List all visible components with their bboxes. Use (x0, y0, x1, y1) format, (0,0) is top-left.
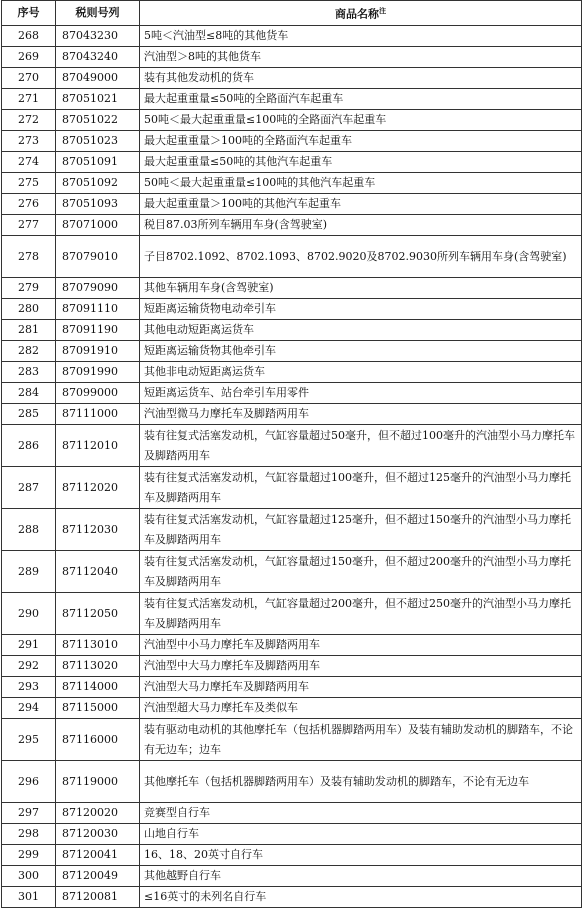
row-code-cell: 87051021 (56, 89, 140, 110)
row-name-cell: 汽油型＞8吨的其他货车 (140, 47, 582, 68)
row-seq-cell: 282 (2, 341, 56, 362)
row-seq-cell: 296 (2, 761, 56, 803)
table-row (2, 320, 582, 341)
row-code-cell: 87111000 (56, 404, 140, 425)
row-code-cell: 87120020 (56, 803, 140, 824)
row-seq-cell: 277 (2, 215, 56, 236)
row-name-cell: 税目87.03所列车辆用车身(含驾驶室) (140, 215, 582, 236)
row-seq-cell: 287 (2, 467, 56, 509)
row-code-cell: 87099000 (56, 383, 140, 404)
table-row (2, 299, 582, 320)
table-row (2, 866, 582, 887)
row-seq-cell: 285 (2, 404, 56, 425)
row-name-cell: 装有往复式活塞发动机，气缸容量超过125毫升，但不超过150毫升的汽油型小马力摩托车及脚踏两用车 (140, 509, 582, 551)
row-seq-cell: 269 (2, 47, 56, 68)
row-name-cell: 其他越野自行车 (140, 866, 582, 887)
row-name-cell: 汽油型中小马力摩托车及脚踏两用车 (140, 635, 582, 656)
row-seq-cell: 273 (2, 131, 56, 152)
row-seq-cell: 278 (2, 236, 56, 278)
table-row (2, 152, 582, 173)
row-seq-cell: 268 (2, 26, 56, 47)
table-row (2, 194, 582, 215)
row-name-cell: 汽油型中大马力摩托车及脚踏两用车 (140, 656, 582, 677)
row-code-cell: 87051023 (56, 131, 140, 152)
row-name-cell: 其他非电动短距离运货车 (140, 362, 582, 383)
row-name-cell: 其他电动短距离运货车 (140, 320, 582, 341)
row-seq-cell: 295 (2, 719, 56, 761)
row-code-cell: 87091990 (56, 362, 140, 383)
row-code-cell: 87051092 (56, 173, 140, 194)
row-code-cell: 87120081 (56, 887, 140, 908)
table-row (2, 845, 582, 866)
row-seq-cell: 297 (2, 803, 56, 824)
header-name-label: 商品名称 (335, 7, 379, 21)
row-seq-cell: 292 (2, 656, 56, 677)
row-name-cell: 装有往复式活塞发动机，气缸容量超过200毫升，但不超过250毫升的汽油型小马力摩托车及脚踏两用车 (140, 593, 582, 635)
table-row (2, 509, 582, 551)
row-code-cell: 87091910 (56, 341, 140, 362)
row-seq-cell: 270 (2, 68, 56, 89)
table-row (2, 719, 582, 761)
row-seq-cell: 283 (2, 362, 56, 383)
row-seq-cell: 284 (2, 383, 56, 404)
row-seq-cell: 271 (2, 89, 56, 110)
row-code-cell: 87113010 (56, 635, 140, 656)
row-code-cell: 87116000 (56, 719, 140, 761)
row-code-cell: 87043240 (56, 47, 140, 68)
table-row (2, 278, 582, 299)
table-row (2, 803, 582, 824)
row-name-cell: 装有其他发动机的货车 (140, 68, 582, 89)
row-name-cell: 竞赛型自行车 (140, 803, 582, 824)
row-code-cell: 87113020 (56, 656, 140, 677)
row-code-cell: 87079010 (56, 236, 140, 278)
row-code-cell: 87112020 (56, 467, 140, 509)
table-row (2, 635, 582, 656)
row-code-cell: 87120049 (56, 866, 140, 887)
row-code-cell: 87051091 (56, 152, 140, 173)
row-name-cell: 短距离运输货物电动牵引车 (140, 299, 582, 320)
table-row (2, 215, 582, 236)
row-code-cell: 87112030 (56, 509, 140, 551)
row-seq-cell: 279 (2, 278, 56, 299)
row-code-cell: 87079090 (56, 278, 140, 299)
row-name-cell: 汽油型大马力摩托车及脚踏两用车 (140, 677, 582, 698)
row-code-cell: 87120030 (56, 824, 140, 845)
row-code-cell: 87112050 (56, 593, 140, 635)
row-seq-cell: 294 (2, 698, 56, 719)
table-row (2, 677, 582, 698)
row-seq-cell: 276 (2, 194, 56, 215)
table-row (2, 761, 582, 803)
table-body (2, 26, 582, 908)
table-row (2, 341, 582, 362)
row-code-cell: 87051022 (56, 110, 140, 131)
row-name-cell: 50吨＜最大起重重量≤100吨的其他汽车起重车 (140, 173, 582, 194)
row-seq-cell: 280 (2, 299, 56, 320)
table-row (2, 383, 582, 404)
row-code-cell: 87112040 (56, 551, 140, 593)
row-name-cell: 装有驱动电动机的其他摩托车（包括机器脚踏两用车）及装有辅助发动机的脚踏车，不论有无边车；边车 (140, 719, 582, 761)
table-row (2, 656, 582, 677)
row-code-cell: 87120041 (56, 845, 140, 866)
row-seq-cell: 281 (2, 320, 56, 341)
row-seq-cell: 299 (2, 845, 56, 866)
row-name-cell: 50吨＜最大起重重量≤100吨的全路面汽车起重车 (140, 110, 582, 131)
row-seq-cell: 286 (2, 425, 56, 467)
table-row (2, 47, 582, 68)
row-seq-cell: 300 (2, 866, 56, 887)
row-code-cell: 87091110 (56, 299, 140, 320)
row-seq-cell: 288 (2, 509, 56, 551)
table-row (2, 593, 582, 635)
row-name-cell: 5吨＜汽油型≤8吨的其他货车 (140, 26, 582, 47)
row-name-cell: 最大起重重量≤50吨的其他汽车起重车 (140, 152, 582, 173)
row-name-cell: 装有往复式活塞发动机，气缸容量超过100毫升，但不超过125毫升的汽油型小马力摩托车及脚踏两用车 (140, 467, 582, 509)
table-header-row (2, 1, 582, 26)
row-seq-cell: 298 (2, 824, 56, 845)
row-code-cell: 87112010 (56, 425, 140, 467)
row-seq-cell: 275 (2, 173, 56, 194)
table-row (2, 131, 582, 152)
row-name-cell: 汽油型微马力摩托车及脚踏两用车 (140, 404, 582, 425)
table-row (2, 887, 582, 908)
row-name-cell: 最大起重重量≤50吨的全路面汽车起重车 (140, 89, 582, 110)
row-name-cell: 山地自行车 (140, 824, 582, 845)
header-note-mark: 注 (379, 7, 386, 16)
table-row (2, 173, 582, 194)
row-code-cell: 87091190 (56, 320, 140, 341)
row-name-cell: ≤16英寸的未列名自行车 (140, 887, 582, 908)
row-code-cell: 87051093 (56, 194, 140, 215)
row-name-cell: 短距离运货车、站台牵引车用零件 (140, 383, 582, 404)
row-name-cell: 装有往复式活塞发动机，气缸容量超过150毫升，但不超过200毫升的汽油型小马力摩托车及脚踏两用车 (140, 551, 582, 593)
row-seq-cell: 291 (2, 635, 56, 656)
row-name-cell: 最大起重重量＞100吨的全路面汽车起重车 (140, 131, 582, 152)
row-code-cell: 87114000 (56, 677, 140, 698)
header-name (140, 1, 582, 26)
table-row (2, 467, 582, 509)
row-name-cell: 最大起重重量＞100吨的其他汽车起重车 (140, 194, 582, 215)
tariff-table (1, 0, 582, 908)
row-name-cell: 16、18、20英寸自行车 (140, 845, 582, 866)
row-seq-cell: 290 (2, 593, 56, 635)
table-row (2, 362, 582, 383)
row-seq-cell: 272 (2, 110, 56, 131)
table-row (2, 698, 582, 719)
header-code: 税则号列 (56, 1, 140, 26)
row-seq-cell: 293 (2, 677, 56, 698)
row-name-cell: 汽油型超大马力摩托车及类似车 (140, 698, 582, 719)
table-row (2, 551, 582, 593)
table-row (2, 89, 582, 110)
row-code-cell: 87049000 (56, 68, 140, 89)
table-row (2, 824, 582, 845)
row-seq-cell: 301 (2, 887, 56, 908)
row-code-cell: 87119000 (56, 761, 140, 803)
table-row (2, 425, 582, 467)
row-name-cell: 子目8702.1092、8702.1093、8702.9020及8702.9030所列车辆用车身(含驾驶室) (140, 236, 582, 278)
header-seq: 序号 (2, 1, 56, 26)
row-code-cell: 87071000 (56, 215, 140, 236)
row-seq-cell: 289 (2, 551, 56, 593)
row-code-cell: 87115000 (56, 698, 140, 719)
row-name-cell: 其他车辆用车身(含驾驶室) (140, 278, 582, 299)
row-seq-cell: 274 (2, 152, 56, 173)
row-name-cell: 短距离运输货物其他牵引车 (140, 341, 582, 362)
table-row (2, 68, 582, 89)
table-row (2, 236, 582, 278)
table-row (2, 110, 582, 131)
row-code-cell: 87043230 (56, 26, 140, 47)
table-row (2, 26, 582, 47)
row-name-cell: 其他摩托车（包括机器脚踏两用车）及装有辅助发动机的脚踏车，不论有无边车 (140, 761, 582, 803)
row-name-cell: 装有往复式活塞发动机，气缸容量超过50毫升，但不超过100毫升的汽油型小马力摩托车及脚踏两用车 (140, 425, 582, 467)
table-row (2, 404, 582, 425)
